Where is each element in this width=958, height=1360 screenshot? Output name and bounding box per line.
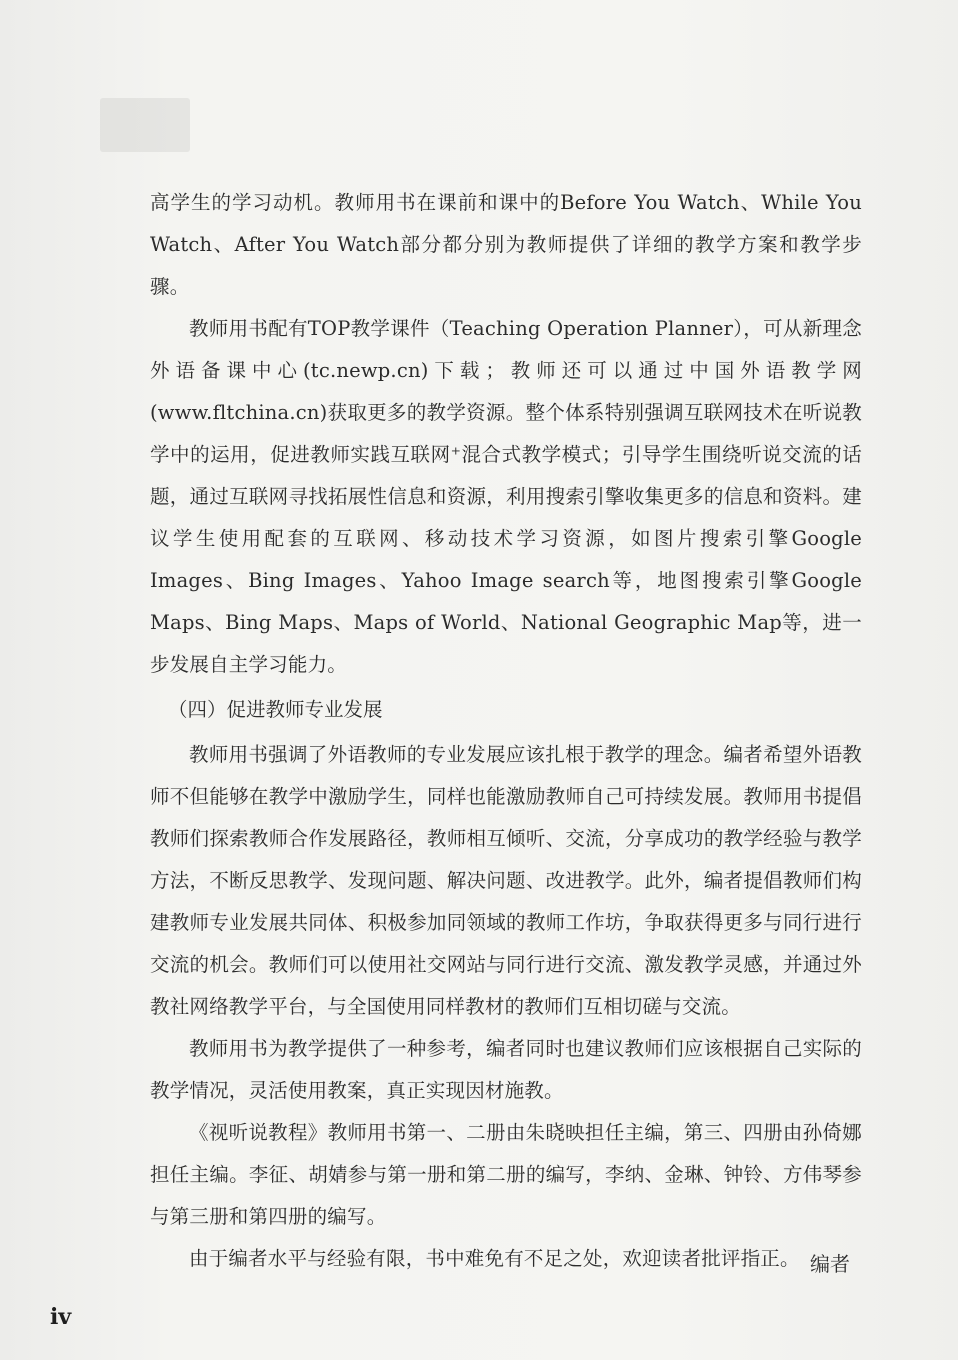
paragraph-editors: 《视听说教程》教师用书第一、二册由朱晓映担任主编，第三、四册由孙倚娜担任主编。李征、胡婧参与第一册和第二册的编写，李纳、金琳、钟铃、方伟琴参与第三册和第四册的编写。 xyxy=(150,1121,862,1228)
section-heading: （四）促进教师专业发展 xyxy=(168,698,383,721)
paragraph-teaching-resources: 教师用书配有TOP教学课件（Teaching Operation Planner），可从新理念外语备课中心(tc.newp.cn)下载；教师还可以通过中国外语教学网(www.fltchina.cn)获取更多的教学资源。整个体系特别强调互联网技术在听说教学中的运用，促进教师实践互联网⁺混合式教学模式；引导学生围绕听说交流的话题，通过互联网寻找拓展性信息和资源，利用搜索引擎收集更多的信息和资料。建议学生使用配套的互联网、移动技术学习资源，如图片搜索引擎Google Images、Bing Images、Yahoo Image search等，地图搜索引擎Google Maps、Bing Maps、Maps of World、National Geographic Map等，进一步发展自主学习能力。 xyxy=(150,317,862,676)
faded-heading-bleed xyxy=(100,98,190,152)
page-number: iv xyxy=(50,1304,72,1330)
paragraph-reference-note: 教师用书为教学提供了一种参考，编者同时也建议教师们应该根据自己实际的教学情况，灵活使用教案，真正实现因材施教。 xyxy=(150,1037,862,1102)
paragraph-teacher-development: 教师用书强调了外语教师的专业发展应该扎根于教学的理念。编者希望外语教师不但能够在教学中激励学生，同样也能激励教师自己可持续发展。教师用书提倡教师们探索教师合作发展路径，教师相互倾听、交流，分享成功的教学经验与教学方法，不断反思教学、发现问题、解决问题、改进教学。此外，编者提倡教师们构建教师专业发展共同体、积极参加同领域的教师工作坊，争取获得更多与同行进行交流的机会。教师们可以使用社交网站与同行进行交流、激发教学灵感，并通过外教社网络教学平台，与全国使用同样教材的教师们互相切磋与交流。 xyxy=(150,743,862,1018)
paragraph-closing-note: 由于编者水平与经验有限，书中难免有不足之处，欢迎读者批评指正。 xyxy=(189,1247,800,1270)
signature: 编者 xyxy=(810,1252,850,1276)
page-body xyxy=(150,182,862,1280)
paragraph-learning-motivation: 高学生的学习动机。教师用书在课前和课中的Before You Watch、While You Watch、After You Watch部分都分别为教师提供了详细的教学方案和教学步骤。 xyxy=(150,191,862,298)
